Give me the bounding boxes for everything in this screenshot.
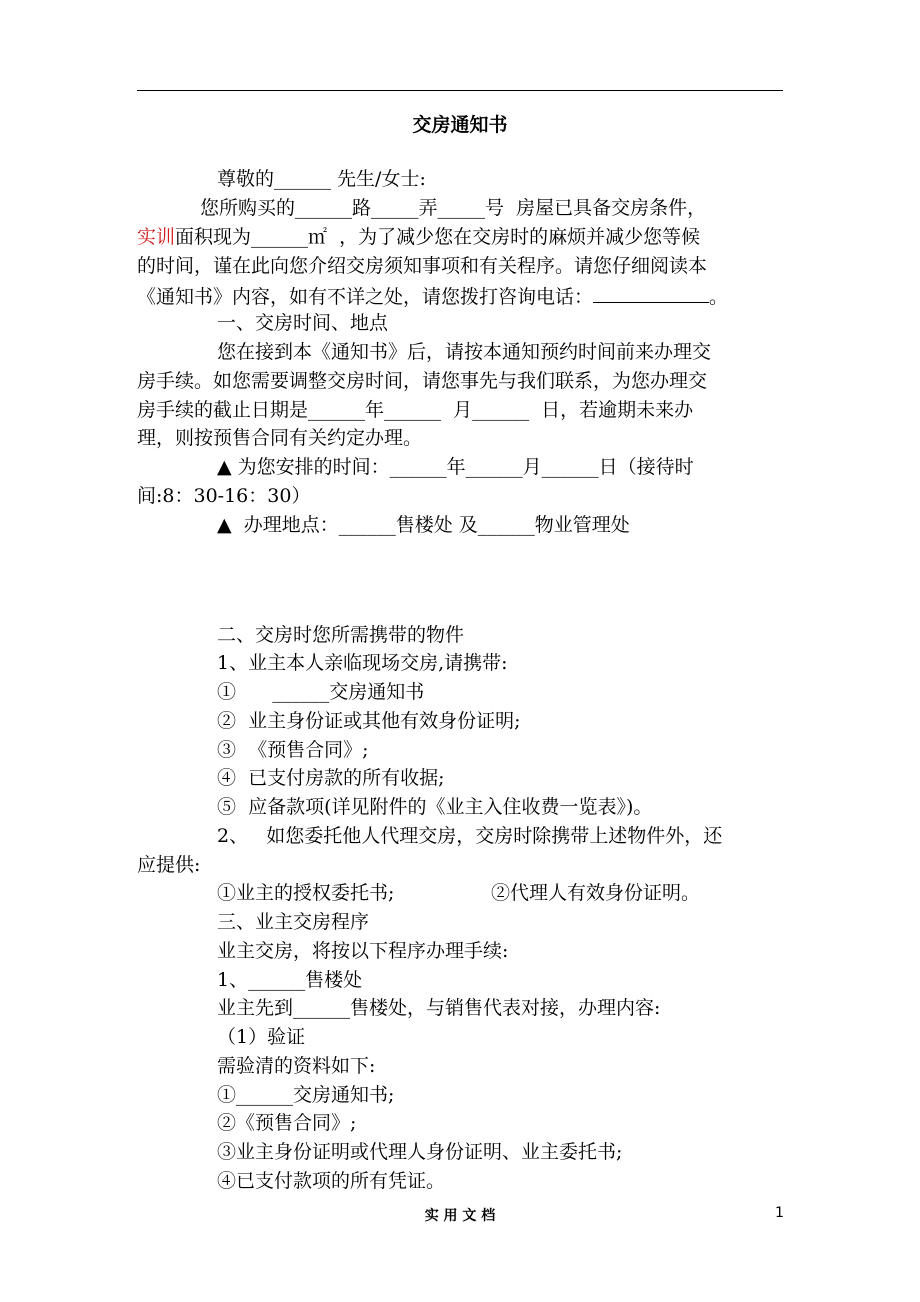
section1-line2: 房手续。如您需要调整交房时间，请您事先与我们联系，为您办理交 (137, 370, 708, 392)
section2-item2-line3: ①业主的授权委托书; ②代理人有效身份证明。 (217, 882, 701, 904)
para1-line1: 您所购买的______路_____弄_____号 房屋已具备交房条件， (200, 197, 707, 219)
section2-list-1: ① ______交房通知书 (217, 681, 425, 703)
section2-list-5: ⑤ 应备款项(详见附件的《业主入住收费一览表》)。 (217, 796, 653, 818)
section2-list-3: ③ 《预售合同》; (217, 739, 369, 761)
page-number: 1 (775, 1205, 784, 1221)
header-rule (137, 90, 783, 91)
section2-item2-line1: 2、 如您委托他人代理交房，交房时除携带上述物件外，还 (217, 825, 723, 847)
section1-line1: 您在接到本《通知书》后，请按本通知预约时间前来办理交 (217, 341, 712, 363)
para1-line4-end: 。 (709, 286, 729, 308)
para1-line2-text: 面积现为______㎡ ，为了减少您在交房时的麻烦并减少您等候 (175, 226, 701, 248)
section3-doc-a: ①______交房通知书; (217, 1084, 395, 1106)
section2-title: 二、交房时您所需携带的物件 (217, 624, 465, 646)
section2-item1: 1、业主本人亲临现场交房,请携带: (217, 652, 508, 674)
section1-line4: 理，则按预售合同有关约定办理。 (137, 427, 423, 449)
section3-doc-c: ③业主身份证明或代理人身份证明、业主委托书; (217, 1141, 623, 1163)
section3-title: 三、业主交房程序 (217, 911, 370, 933)
section1-bullet1-line1: ▲ 为您安排的时间：______年______月______日（接待时 (217, 456, 694, 478)
para1-line2 (137, 224, 700, 250)
para1-line4-text: 《通知书》内容，如有不详之处，请您拨打咨询电话： (137, 286, 594, 308)
section3-step1: 1、______售楼处 (217, 969, 363, 991)
section1-bullet2: ▲ 办理地点：______售楼处 及______物业管理处 (217, 514, 630, 536)
section1-line3: 房手续的截止日期是______年______ 月______ 日，若逾期未来办 (137, 399, 694, 421)
footer-label: 实 用 文 档 (424, 1208, 496, 1224)
red-highlight-text: 实训 (137, 226, 176, 248)
section3-need: 需验清的资料如下: (217, 1055, 376, 1077)
section2-list-2: ② 业主身份证或其他有效身份证明; (217, 710, 521, 732)
section3-intro: 业主交房，将按以下程序办理手续: (217, 940, 509, 962)
section1-title: 一、交房时间、地点 (217, 312, 389, 334)
section3-substep1: （1）验证 (217, 1026, 306, 1048)
section3-doc-b: ②《预售合同》; (217, 1112, 357, 1134)
section3-doc-d: ④已支付款项的所有凭证。 (217, 1170, 446, 1192)
document-title: 交房通知书 (412, 114, 508, 136)
greeting: 尊敬的______ 先生/女士: (217, 168, 426, 190)
section2-list-4: ④ 已支付房款的所有收据; (217, 767, 445, 789)
section2-item2-line2: 应提供: (137, 854, 201, 876)
para1-line3: 的时间，谨在此向您介绍交房须知事项和有关程序。请您仔细阅读本 (137, 255, 708, 277)
phone-blank (593, 282, 709, 303)
para1-line4 (137, 282, 728, 308)
section3-step1-para: 业主先到______售楼处，与销售代表对接，办理内容: (217, 997, 661, 1019)
section1-bullet1-line2: 间:8：30-16：30） (137, 485, 311, 507)
